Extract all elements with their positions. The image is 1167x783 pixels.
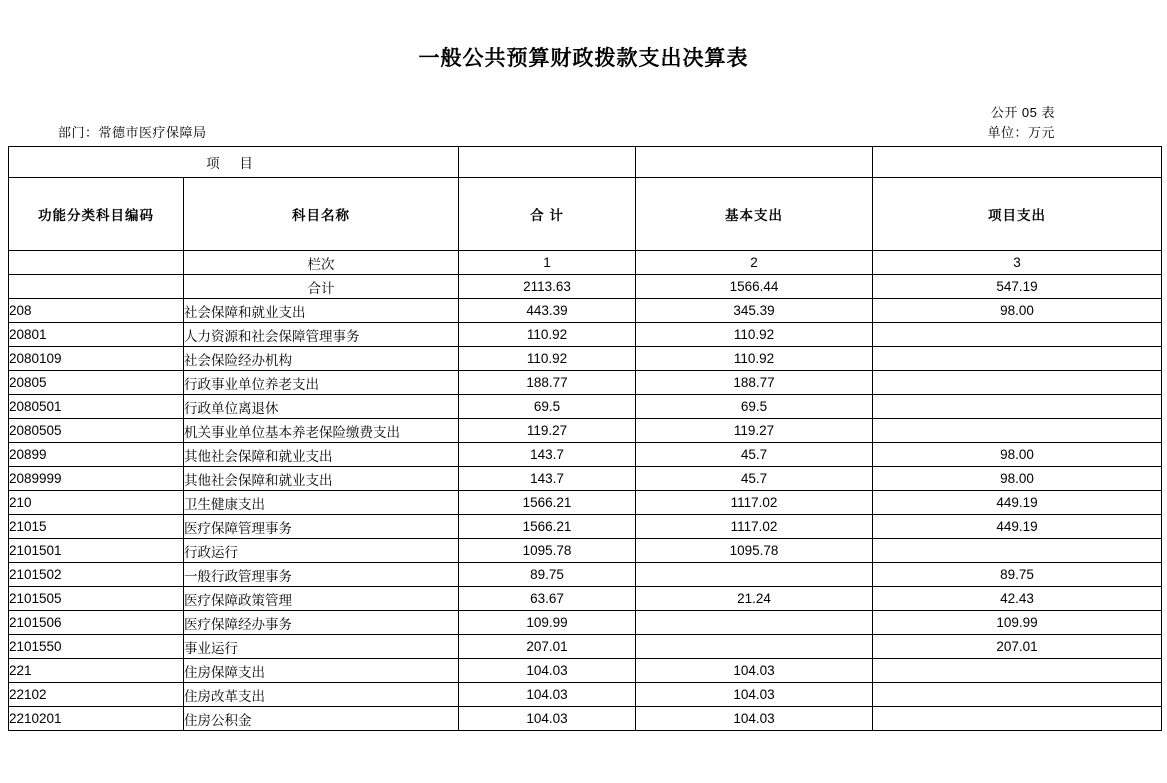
row-total: 104.03 <box>459 683 636 707</box>
department-label: 部门：常德市医疗保障局 <box>58 125 207 140</box>
table-row <box>9 467 1162 491</box>
document-meta <box>0 100 1167 146</box>
row-basic: 69.5 <box>636 395 873 419</box>
table-row <box>9 419 1162 443</box>
total-row-basic: 1566.44 <box>636 275 873 299</box>
row-basic <box>636 611 873 635</box>
budget-table <box>8 146 1162 731</box>
total-row-project: 547.19 <box>873 275 1162 299</box>
row-total: 110.92 <box>459 347 636 371</box>
sheet-number-label: 公开 05 表 <box>990 105 1055 120</box>
column-index-1: 1 <box>459 251 636 275</box>
row-total: 1095.78 <box>459 539 636 563</box>
row-code: 2101502 <box>9 563 184 587</box>
table-row <box>9 491 1162 515</box>
row-code: 2101506 <box>9 611 184 635</box>
column-index-3: 3 <box>873 251 1162 275</box>
row-code: 2210201 <box>9 707 184 731</box>
row-code: 2080109 <box>9 347 184 371</box>
row-project <box>873 371 1162 395</box>
table-row <box>9 539 1162 563</box>
row-name: 行政单位离退休 <box>184 395 459 419</box>
row-basic: 119.27 <box>636 419 873 443</box>
row-code: 2089999 <box>9 467 184 491</box>
row-project <box>873 659 1162 683</box>
row-total: 188.77 <box>459 371 636 395</box>
table-row <box>9 515 1162 539</box>
row-project <box>873 707 1162 731</box>
row-code: 221 <box>9 659 184 683</box>
row-code: 2101501 <box>9 539 184 563</box>
row-name: 住房改革支出 <box>184 683 459 707</box>
row-name: 医疗保障管理事务 <box>184 515 459 539</box>
row-project: 109.99 <box>873 611 1162 635</box>
row-code: 2101550 <box>9 635 184 659</box>
group-header-blank-1 <box>459 147 636 178</box>
header-project: 项目支出 <box>873 178 1162 251</box>
table-column-index-row <box>9 251 1162 275</box>
row-code: 210 <box>9 491 184 515</box>
row-basic: 345.39 <box>636 299 873 323</box>
row-basic <box>636 563 873 587</box>
row-basic: 1095.78 <box>636 539 873 563</box>
row-total: 104.03 <box>459 707 636 731</box>
table-row <box>9 659 1162 683</box>
row-basic: 1117.02 <box>636 515 873 539</box>
row-basic: 110.92 <box>636 347 873 371</box>
row-total: 89.75 <box>459 563 636 587</box>
row-project: 449.19 <box>873 491 1162 515</box>
row-name: 社会保障和就业支出 <box>184 299 459 323</box>
row-code: 21015 <box>9 515 184 539</box>
table-row <box>9 563 1162 587</box>
row-name: 其他社会保障和就业支出 <box>184 467 459 491</box>
header-total: 合 计 <box>459 178 636 251</box>
row-basic: 1117.02 <box>636 491 873 515</box>
row-name: 其他社会保障和就业支出 <box>184 443 459 467</box>
row-project: 449.19 <box>873 515 1162 539</box>
table-row <box>9 299 1162 323</box>
row-total: 119.27 <box>459 419 636 443</box>
row-code: 2080501 <box>9 395 184 419</box>
document-page <box>0 42 1167 783</box>
row-total: 443.39 <box>459 299 636 323</box>
table-row <box>9 347 1162 371</box>
table-row <box>9 587 1162 611</box>
total-row-blank <box>9 275 184 299</box>
row-name: 住房保障支出 <box>184 659 459 683</box>
row-project <box>873 683 1162 707</box>
row-name: 一般行政管理事务 <box>184 563 459 587</box>
row-name: 住房公积金 <box>184 707 459 731</box>
row-name: 行政事业单位养老支出 <box>184 371 459 395</box>
row-total: 104.03 <box>459 659 636 683</box>
row-total: 143.7 <box>459 467 636 491</box>
row-basic: 21.24 <box>636 587 873 611</box>
row-project <box>873 347 1162 371</box>
table-row <box>9 683 1162 707</box>
row-project <box>873 419 1162 443</box>
row-name: 机关事业单位基本养老保险缴费支出 <box>184 419 459 443</box>
column-index-blank <box>9 251 184 275</box>
row-total: 69.5 <box>459 395 636 419</box>
row-code: 20801 <box>9 323 184 347</box>
row-basic: 45.7 <box>636 443 873 467</box>
row-total: 1566.21 <box>459 491 636 515</box>
row-project: 98.00 <box>873 467 1162 491</box>
row-name: 医疗保障政策管理 <box>184 587 459 611</box>
row-basic: 110.92 <box>636 323 873 347</box>
group-header-item: 项 目 <box>9 147 459 178</box>
row-project <box>873 539 1162 563</box>
row-total: 110.92 <box>459 323 636 347</box>
column-index-2: 2 <box>636 251 873 275</box>
row-name: 社会保险经办机构 <box>184 347 459 371</box>
header-code: 功能分类科目编码 <box>9 178 184 251</box>
table-row <box>9 443 1162 467</box>
row-total: 63.67 <box>459 587 636 611</box>
row-project: 207.01 <box>873 635 1162 659</box>
table-row <box>9 635 1162 659</box>
row-basic <box>636 635 873 659</box>
group-header-blank-3 <box>873 147 1162 178</box>
row-total: 143.7 <box>459 443 636 467</box>
row-project: 98.00 <box>873 299 1162 323</box>
row-basic: 188.77 <box>636 371 873 395</box>
row-name: 行政运行 <box>184 539 459 563</box>
row-name: 事业运行 <box>184 635 459 659</box>
row-code: 20805 <box>9 371 184 395</box>
table-group-header-row <box>9 147 1162 178</box>
row-code: 2101505 <box>9 587 184 611</box>
table-row <box>9 611 1162 635</box>
table-row <box>9 323 1162 347</box>
row-project <box>873 395 1162 419</box>
total-row-total: 2113.63 <box>459 275 636 299</box>
table-row <box>9 395 1162 419</box>
group-header-blank-2 <box>636 147 873 178</box>
row-project: 89.75 <box>873 563 1162 587</box>
row-project <box>873 323 1162 347</box>
table-row <box>9 707 1162 731</box>
row-basic: 104.03 <box>636 683 873 707</box>
total-row-label: 合计 <box>184 275 459 299</box>
table-header-row <box>9 178 1162 251</box>
row-name: 医疗保障经办事务 <box>184 611 459 635</box>
row-basic: 104.03 <box>636 707 873 731</box>
row-total: 207.01 <box>459 635 636 659</box>
row-code: 22102 <box>9 683 184 707</box>
column-index-label: 栏次 <box>184 251 459 275</box>
row-code: 2080505 <box>9 419 184 443</box>
row-total: 1566.21 <box>459 515 636 539</box>
row-name: 卫生健康支出 <box>184 491 459 515</box>
row-code: 20899 <box>9 443 184 467</box>
header-name: 科目名称 <box>184 178 459 251</box>
row-total: 109.99 <box>459 611 636 635</box>
row-basic: 104.03 <box>636 659 873 683</box>
table-body <box>9 147 1162 731</box>
row-project: 98.00 <box>873 443 1162 467</box>
header-basic: 基本支出 <box>636 178 873 251</box>
row-project: 42.43 <box>873 587 1162 611</box>
row-basic: 45.7 <box>636 467 873 491</box>
row-code: 208 <box>9 299 184 323</box>
table-total-row <box>9 275 1162 299</box>
table-row <box>9 371 1162 395</box>
page-title: 一般公共预算财政拨款支出决算表 <box>418 47 749 70</box>
row-name: 人力资源和社会保障管理事务 <box>184 323 459 347</box>
unit-label: 单位：万元 <box>987 125 1055 140</box>
